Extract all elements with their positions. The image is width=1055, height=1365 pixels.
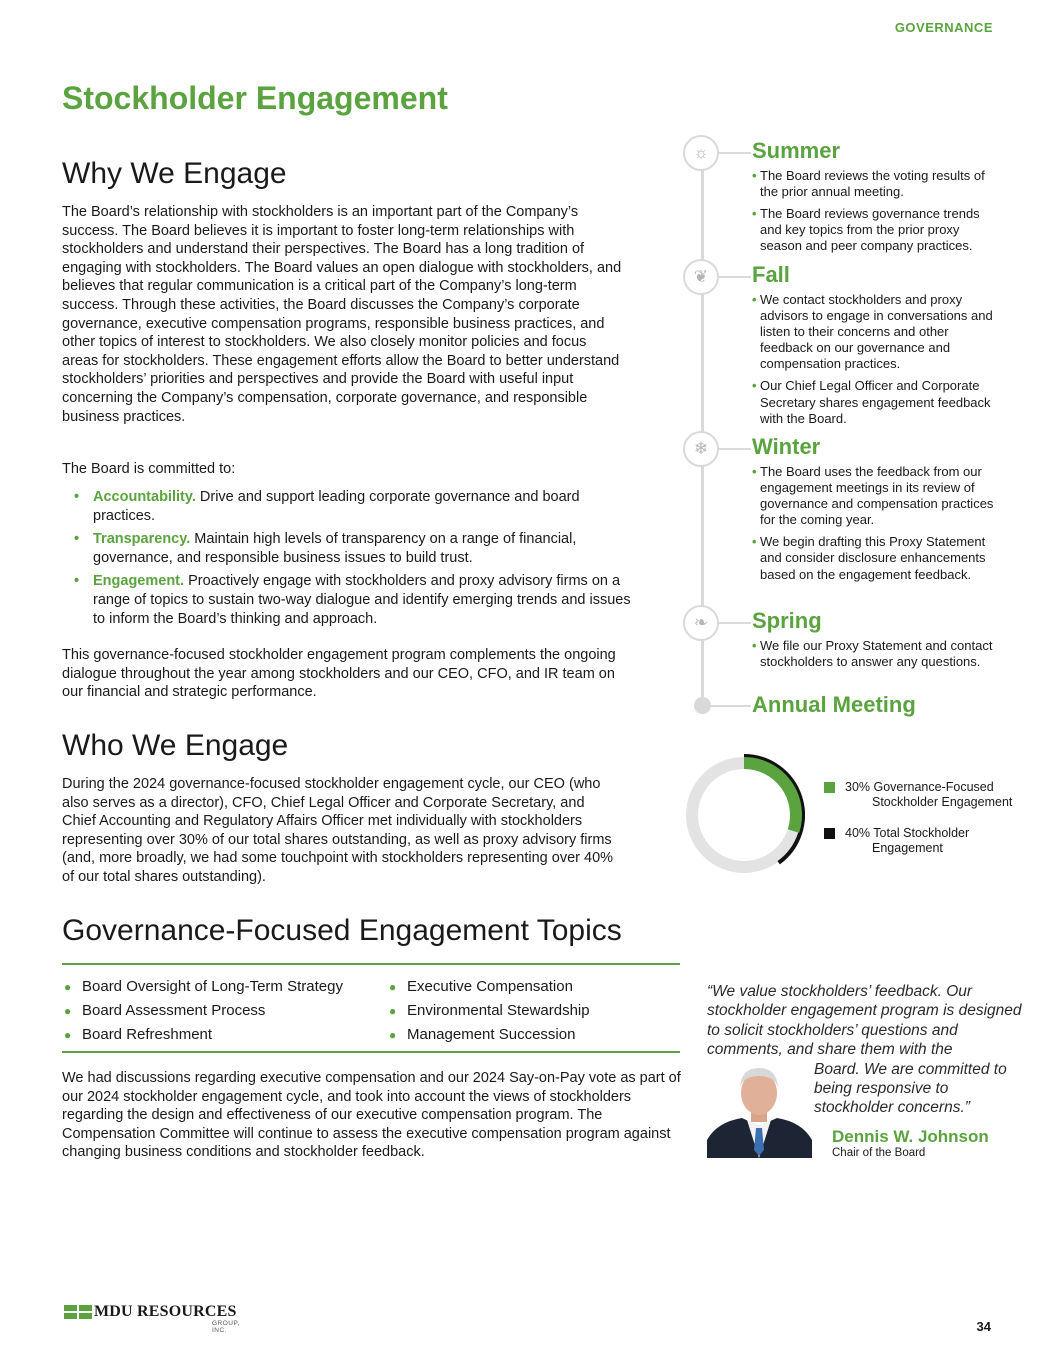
commitment-list: [74, 488, 634, 633]
company-logo: [64, 1303, 254, 1334]
commitment-term: Transparency.: [93, 531, 191, 548]
legend-item-total: [824, 826, 1024, 856]
logo-name: MDU RESOURCES: [94, 1303, 237, 1320]
bullet-icon: •: [752, 638, 757, 653]
bullet-icon: •: [752, 206, 757, 222]
why-we-engage-paragraph: The Board’s relationship with stockholders is an important part of the Company’s success. The Board believes it is important to foster long-term relationships with stockholders and understand their perspectives. The Board has a long tradition of engaging with stockholders. The Board values an open dialogue with stockholders, and believes that regular communication is a critical part of the Company’s long-term success. Through these activities, the Board discusses the Company’s corporate governance, executive compensation programs, responsible business practices, and other topics of interest to stockholders. We also closely monitor policies and focus areas for stockholders. These engagement efforts allow the Board to better understand stockholders’ priorities and perspectives and provide the Board with useful input concerning the Company’s compensation, corporate governance, and responsible business practices.: [62, 204, 622, 425]
season-bullets: [752, 168, 1002, 260]
list-item: [387, 999, 590, 1023]
topic-label: Environmental Stewardship: [407, 1002, 590, 1019]
list-item: [752, 378, 1002, 426]
season-title: Fall: [752, 262, 790, 287]
season-bullets: [752, 638, 1002, 676]
bullet-icon: ●: [64, 1028, 72, 1042]
legend-swatch: [824, 782, 835, 793]
topics-box: [62, 963, 680, 1053]
legend-label: 30% Governance-Focused: [845, 780, 994, 794]
annual-meeting-label: Annual Meeting: [752, 692, 916, 717]
commitment-text: Proactively engage with stockholders and proxy advisory firms on a range of topics to sustain two-way dialogue and identify emerging trends and issues to inform the Board’s thinking and approach.: [93, 573, 631, 627]
quote-author-name: Dennis W. Johnson: [832, 1127, 989, 1146]
legend-label: Stockholder Engagement: [872, 795, 1013, 809]
page-title: Stockholder Engagement: [62, 80, 448, 116]
season-bullet-text: The Board reviews the voting results of the prior annual meeting.: [760, 168, 985, 200]
season-bullet-text: The Board uses the feedback from our engagement meetings in its review of governance and compensation practices for the coming year.: [760, 464, 994, 528]
list-item: [62, 999, 343, 1023]
topic-label: Executive Compensation: [407, 978, 573, 995]
snowflake-icon: ❄: [683, 431, 719, 467]
season-title: Spring: [752, 608, 822, 633]
quote-text: Board. We are committed to being responsive to stockholder concerns.”: [814, 1060, 1007, 1117]
bullet-icon: ●: [64, 980, 72, 994]
engagement-donut-chart: [683, 754, 805, 876]
topics-heading: Governance-Focused Engagement Topics: [62, 914, 622, 947]
topic-label: Board Assessment Process: [82, 1002, 266, 1019]
timeline-connector: [719, 448, 751, 450]
topic-label: Management Succession: [407, 1026, 576, 1043]
list-item: [752, 292, 1002, 372]
list-item: [74, 530, 634, 567]
bullet-icon: ●: [389, 980, 397, 994]
logo-subtitle: GROUP, INC.: [212, 1320, 240, 1334]
bullet-icon: •: [752, 534, 757, 550]
bullet-icon: •: [752, 292, 757, 307]
list-item: [752, 638, 1002, 670]
season-bullet-text: We file our Proxy Statement and contact stockholders to answer any questions.: [760, 638, 993, 670]
season-bullet-text: The Board reviews governance trends and key topics from the prior proxy season and peer company practices.: [760, 206, 980, 254]
topics-column-right: [387, 975, 590, 1047]
list-item: [752, 206, 1002, 254]
engagement-timeline: [683, 135, 1023, 725]
annual-meeting-milestone: [683, 692, 1023, 722]
quote-author-title: Chair of the Board: [832, 1147, 926, 1159]
bullet-icon: •: [74, 531, 80, 548]
bullet-icon: •: [74, 573, 80, 590]
legend-label: 40% Total Stockholder: [845, 826, 970, 840]
list-item: [62, 975, 343, 999]
list-item: [387, 975, 590, 999]
who-we-engage-heading: Who We Engage: [62, 729, 289, 762]
commitment-text: Drive and support leading corporate governance and board practices.: [93, 489, 580, 524]
chart-legend: [824, 780, 1024, 872]
season-title: Summer: [752, 138, 841, 163]
bullet-icon: ●: [64, 1004, 72, 1018]
list-item: [74, 572, 634, 628]
legend-swatch: [824, 828, 835, 839]
page-number: 34: [976, 1319, 991, 1334]
quote-text: “We value stockholders’ feedback. Our stockholder engagement program is designed to solicit stockholders’ questions and comments, and share them with the: [707, 983, 1022, 1059]
season-bullet-text: We contact stockholders and proxy advisors to engage in conversations and listen to their concerns and other feedback on our governance and compensation practices.: [760, 292, 993, 372]
timeline-connector: [719, 622, 751, 624]
why-we-engage-heading: Why We Engage: [62, 157, 287, 190]
list-item: [74, 488, 634, 525]
season-bullets: [752, 292, 1002, 433]
season-bullets: [752, 464, 1002, 589]
commitment-term: Accountability.: [93, 489, 196, 505]
program-paragraph: This governance-focused stockholder engagement program complements the ongoing dialogue throughout the year among stockholders and our CEO, CFO, and IR team on our financial and strategic performance.: [62, 647, 616, 701]
milestone-dot-icon: [694, 697, 711, 714]
timeline-connector: [719, 276, 751, 278]
section-label: GOVERNANCE: [894, 20, 993, 35]
bullet-icon: ●: [389, 1004, 397, 1018]
season-bullet-text: Our Chief Legal Officer and Corporate Secretary shares engagement feedback with the Board.: [760, 378, 991, 426]
legend-item-governance: [824, 780, 1024, 810]
topic-label: Board Refreshment: [82, 1026, 213, 1043]
list-item: [752, 464, 1002, 528]
list-item: [62, 1023, 343, 1047]
chair-portrait: [707, 1060, 812, 1158]
legend-label: Engagement: [872, 841, 943, 855]
list-item: [752, 168, 1002, 200]
season-bullet-text: We begin drafting this Proxy Statement and consider disclosure enhancements based on the engagement feedback.: [760, 534, 986, 582]
commitment-term: Engagement.: [93, 573, 185, 590]
list-item: [752, 534, 1002, 582]
logo-mark-icon: [64, 1305, 92, 1319]
timeline-connector: [719, 152, 751, 154]
committed-intro: The Board is committed to:: [62, 461, 236, 477]
bullet-icon: •: [752, 378, 757, 394]
sun-icon: ☼: [683, 135, 719, 171]
bullet-icon: •: [752, 168, 757, 183]
leaf-icon: ❦: [683, 259, 719, 295]
list-item: [387, 1023, 590, 1047]
topics-column-left: [62, 975, 343, 1047]
compensation-discussion-paragraph: We had discussions regarding executive compensation and our 2024 Say-on-Pay vote as part of our 2024 stockholder engagement cycle, and took into account the views of stockholders regarding the design and effectiveness of our executive compensation program. The Compensation Committee will continue to assess the executive compensation program against changing business conditions and stockholder feedback.: [62, 1070, 681, 1161]
timeline-connector: [711, 705, 751, 707]
who-we-engage-paragraph: During the 2024 governance-focused stockholder engagement cycle, our CEO (who also serves as a director), CFO, Chief Legal Officer and Corporate Secretary, and Chief Accounting and Regulatory Affairs Officer met individually with stockholders representing over 30% of our total shares outstanding, as well as proxy advisory firms (and, more broadly, we had some touchpoint with stockholders representing over 40% of our total shares outstanding).: [62, 776, 614, 885]
sprout-icon: ❧: [683, 605, 719, 641]
bullet-icon: •: [74, 489, 80, 505]
bullet-icon: •: [752, 464, 757, 479]
commitment-text: Maintain high levels of transparency on a range of financial, governance, and responsible business issues to build trust.: [93, 531, 577, 566]
topic-label: Board Oversight of Long-Term Strategy: [82, 978, 343, 995]
bullet-icon: ●: [389, 1028, 397, 1042]
season-title: Winter: [752, 434, 821, 459]
